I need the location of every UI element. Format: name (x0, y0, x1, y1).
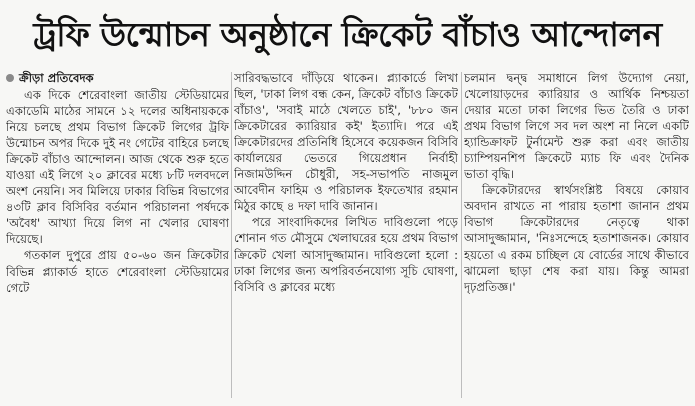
column-1 (6, 70, 229, 402)
byline-text: ক্রীড়া প্রতিবেদক (19, 71, 94, 85)
paragraph: সারিবদ্ধভাবে দাঁড়িয়ে থাকেন। প্ল্যাকার্ডে লিখা ছিল, 'ঢাকা লিগ বন্ধ কেন, ক্রিকেট বাঁচাও ক্রিকেট বাঁচাও', 'সবাই মাঠে খেলতে চাই', '৮৮০ জন ক্রিকেটারের ক্যারিয়ার কই' ইত্যাদি। পরে এই ক্রিকেটারদের প্রতিনিধি হিসেবে কয়েকজন বিসিবি কার্যালয়ের ভেতরে গিয়েপ্রধান নির্বাহী নিজামউদ্দিন চৌধুরী, সহ-সভাপতি নাজমুল আবেদীন ফাহিম ও পরিচালক ইফতেখার রহমান মিঠুর কাছে ৪ দফা দাবি জানান। (234, 71, 458, 214)
paragraph: চলমান দ্বন্দ্ব সমাধানে লিগ উদ্যোগ নেয়া, খেলোয়াড়দের ক্যারিয়ার ও আর্থিক নিশ্চয়তা দেয়ার মতো ঢাকা লিগের ভিত তৈরি ও ঢাকা প্রথম বিভাগ লিগে সব দল অংশ না নিলে একটি হ্যান্ডিক্রাফট টুর্নামেন্ট শুরু করা এবং জাতীয় চ্যাম্পিয়নশিপ ক্রিকেটে ম্যাচ ফি এবং দৈনিক ভাতা বৃদ্ধি। (464, 71, 689, 182)
byline (6, 70, 229, 86)
column-3 (464, 70, 689, 402)
paragraph: ক্রিকেটারদের স্বার্থসংশ্লিষ্ট বিষয়ে কোয়াব অবদান রাখতে না পারায় হতাশা জানান প্রথম বিভাগ ক্রিকেটারদের নেতৃত্বে থাকা আসাদুজ্জামান, 'নিঃসন্দেহে হতাশাজনক। কোয়াব হয়তো এ রকম চাচ্ছিল যে বোর্ডের সাথে কীভাবে ঝামেলা ছাড়া শেষ করা যায়। কিন্তু আমরা দৃঢ়প্রতিজ্ঞ।' (464, 183, 689, 294)
paragraph: গতকাল দুপুরে প্রায় ৫০-৬০ জন ক্রিকেটার বিভিন্ন প্ল্যাকার্ড হাতে শেরেবাংলা স্টেডিয়ামের গেটে (6, 248, 229, 295)
column-2 (234, 70, 458, 402)
column-divider (461, 72, 462, 398)
column-divider (231, 72, 232, 398)
paragraph: এক দিকে শেরেবাংলা জাতীয় স্টেডিয়ামের একাডেমি মাঠের সামনে ১২ দলের অধিনায়ককে নিয়ে চলছে প্রথম বিভাগ ক্রিকেট লিগের ট্রফি উন্মোচন অপর দিকে দুই নং গেটের বাহিরে চলছে ক্রিকেট বাঁচাও আন্দোলন। আজ থেকে শুরু হতে যাওয়া এই লিগে ২০ ক্লাবের মধ্যে ৮টি দলবদলে অংশ নেয়নি। সব মিলিয়ে ঢাকার বিভিন্ন বিভাগের ৪৩টি ক্লাব বিসিবির বর্তমান পরিচালনা পর্ষদকে 'অবৈধ' আখ্যা দিয়ে লিগ না খেলার ঘোষণা দিয়েছে। (6, 88, 229, 247)
headline: ট্রফি উন্মোচন অনুষ্ঠানে ক্রিকেট বাঁচাও আন্দোলন (33, 15, 662, 54)
article-body (6, 70, 689, 402)
paragraph: পরে সাংবাদিকদের লিখিত দাবিগুলো পড়ে শোনান গত মৌসুমে খেলাঘরের হয়ে প্রথম বিভাগ ক্রিকেট খেলা আসাদুজ্জামান। দাবিগুলো হলো : ঢাকা লিগের জন্য অপরিবর্তনযোগ্য সূচি ঘোষণা, বিসিবি ও ক্লাবের মধ্যে (234, 215, 458, 294)
bullet-icon (6, 74, 14, 82)
